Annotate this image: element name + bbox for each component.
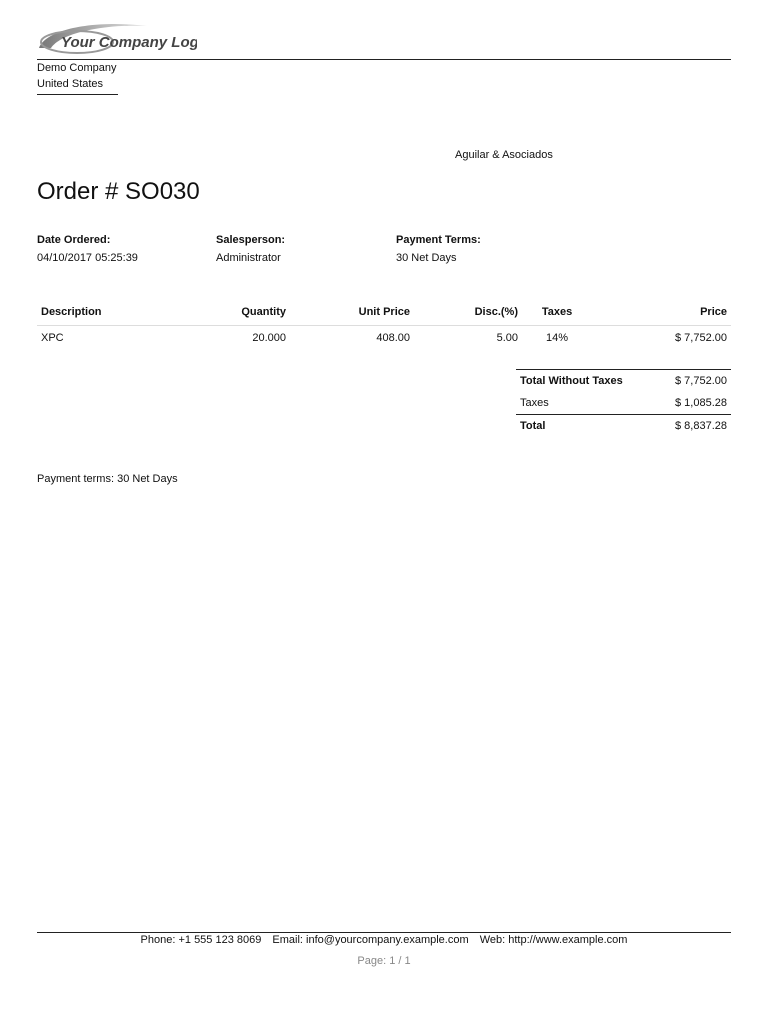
footer-web: Web: http://www.example.com (479, 934, 628, 946)
payment-note: Payment terms: 30 Net Days (37, 473, 178, 485)
footer-phone: Phone: +1 555 123 8069 (140, 934, 262, 946)
line-unit-price: 408.00 (376, 332, 410, 344)
line-quantity: 20.000 (252, 332, 286, 344)
col-unit-price: Unit Price (290, 302, 414, 326)
customer-name: Aguilar & Asociados (455, 149, 553, 161)
untaxed-label: Total Without Taxes (516, 370, 655, 393)
line-price: $ 7,752.00 (675, 332, 727, 344)
col-price: Price (592, 302, 731, 326)
payment-terms-value: 30 Net Days (396, 252, 457, 264)
taxes-row (516, 392, 731, 415)
line-discount: 5.00 (496, 332, 518, 344)
page-number: Page: 1 / 1 (357, 955, 411, 967)
taxes-value: $ 1,085.28 (675, 397, 727, 409)
company-country: United States (37, 78, 104, 90)
untaxed-row (516, 370, 731, 393)
col-discount: Disc.(%) (414, 302, 522, 326)
company-logo (37, 18, 197, 58)
line-description: XPC (41, 332, 64, 344)
company-name: Demo Company (37, 62, 117, 74)
total-row (516, 415, 731, 438)
date-ordered-value: 04/10/2017 05:25:39 (37, 252, 138, 264)
col-taxes: Taxes (522, 302, 592, 326)
logo-text: Your Company Logo (61, 34, 197, 51)
date-ordered-label: Date Ordered: (37, 234, 111, 246)
footer-email: Email: info@yourcompany.example.com (272, 934, 469, 946)
table-header-row (37, 302, 731, 326)
line-taxes: 14% (545, 332, 569, 344)
taxes-label: Taxes (520, 397, 549, 409)
totals-table (516, 369, 731, 437)
salesperson-label: Salesperson: (216, 234, 286, 246)
order-lines-table (37, 302, 731, 344)
footer-divider (37, 932, 731, 933)
footer-contact (37, 934, 731, 946)
salesperson-value: Administrator (216, 252, 281, 264)
total-label: Total (516, 415, 655, 438)
order-title: Order # SO030 (37, 178, 200, 205)
total-value: $ 8,837.28 (655, 415, 731, 438)
table-row (37, 326, 731, 345)
address-divider (37, 94, 118, 95)
untaxed-value: $ 7,752.00 (655, 370, 731, 393)
col-quantity: Quantity (211, 302, 290, 326)
col-description: Description (37, 302, 211, 326)
header-divider (37, 59, 731, 60)
payment-terms-label: Payment Terms: (396, 234, 481, 246)
